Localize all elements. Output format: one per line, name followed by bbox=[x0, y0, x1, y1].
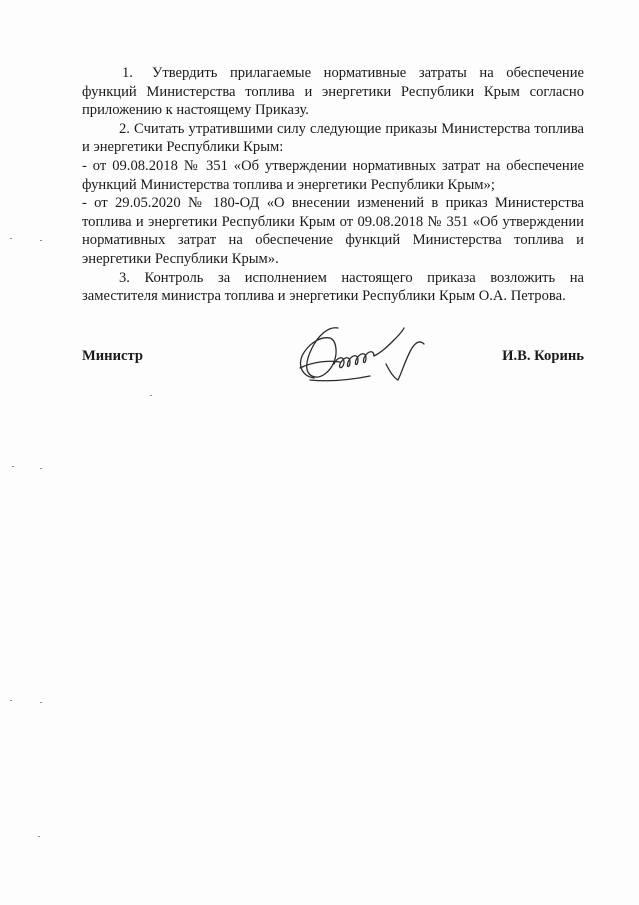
paragraph-3: 3. Контроль за исполнением настоящего приказа возложить на заместителя министра топлива и энергетики Республики Крым О.А. Петрова. bbox=[82, 269, 584, 305]
paragraph-1-text: Утвердить прилагаемые нормативные затраты на обеспечение функций Министерства топлива и энергетики Республики Крым согласно приложению к настоящему Приказу. bbox=[82, 65, 584, 119]
signatory-title: Министр bbox=[82, 348, 143, 364]
scan-speck bbox=[40, 702, 42, 703]
paragraph-2-item-1: - от 09.08.2018 № 351 «Об утверждении нормативных затрат на обеспечение функций Министерства топлива и энергетики Республики Крым»; bbox=[82, 157, 584, 193]
paragraph-2-item-2: - от 29.05.2020 № 180-ОД «О внесении изменений в приказ Министерства топлива и энергетики Республики Крым от 09.08.2018 № 351 «Об утверждении нормативных затрат на обеспечение функций Министерства топлива и энергетики Республики Крым». bbox=[82, 195, 584, 267]
scan-speck bbox=[10, 238, 12, 239]
paragraph-1-number: 1. bbox=[122, 65, 133, 81]
scan-speck bbox=[40, 240, 42, 241]
scan-speck bbox=[150, 395, 152, 396]
order-body bbox=[82, 64, 584, 306]
scan-speck bbox=[40, 468, 42, 469]
handwritten-signature bbox=[290, 322, 430, 384]
paragraph-1 bbox=[82, 64, 584, 120]
paragraph-2: 2. Считать утратившими силу следующие приказы Министерства топлива и энергетики Республики Крым: bbox=[82, 120, 584, 156]
signatory-name: И.В. Коринь bbox=[502, 348, 584, 364]
scan-speck bbox=[12, 466, 14, 467]
scan-speck bbox=[38, 836, 40, 837]
scan-speck bbox=[10, 700, 12, 701]
